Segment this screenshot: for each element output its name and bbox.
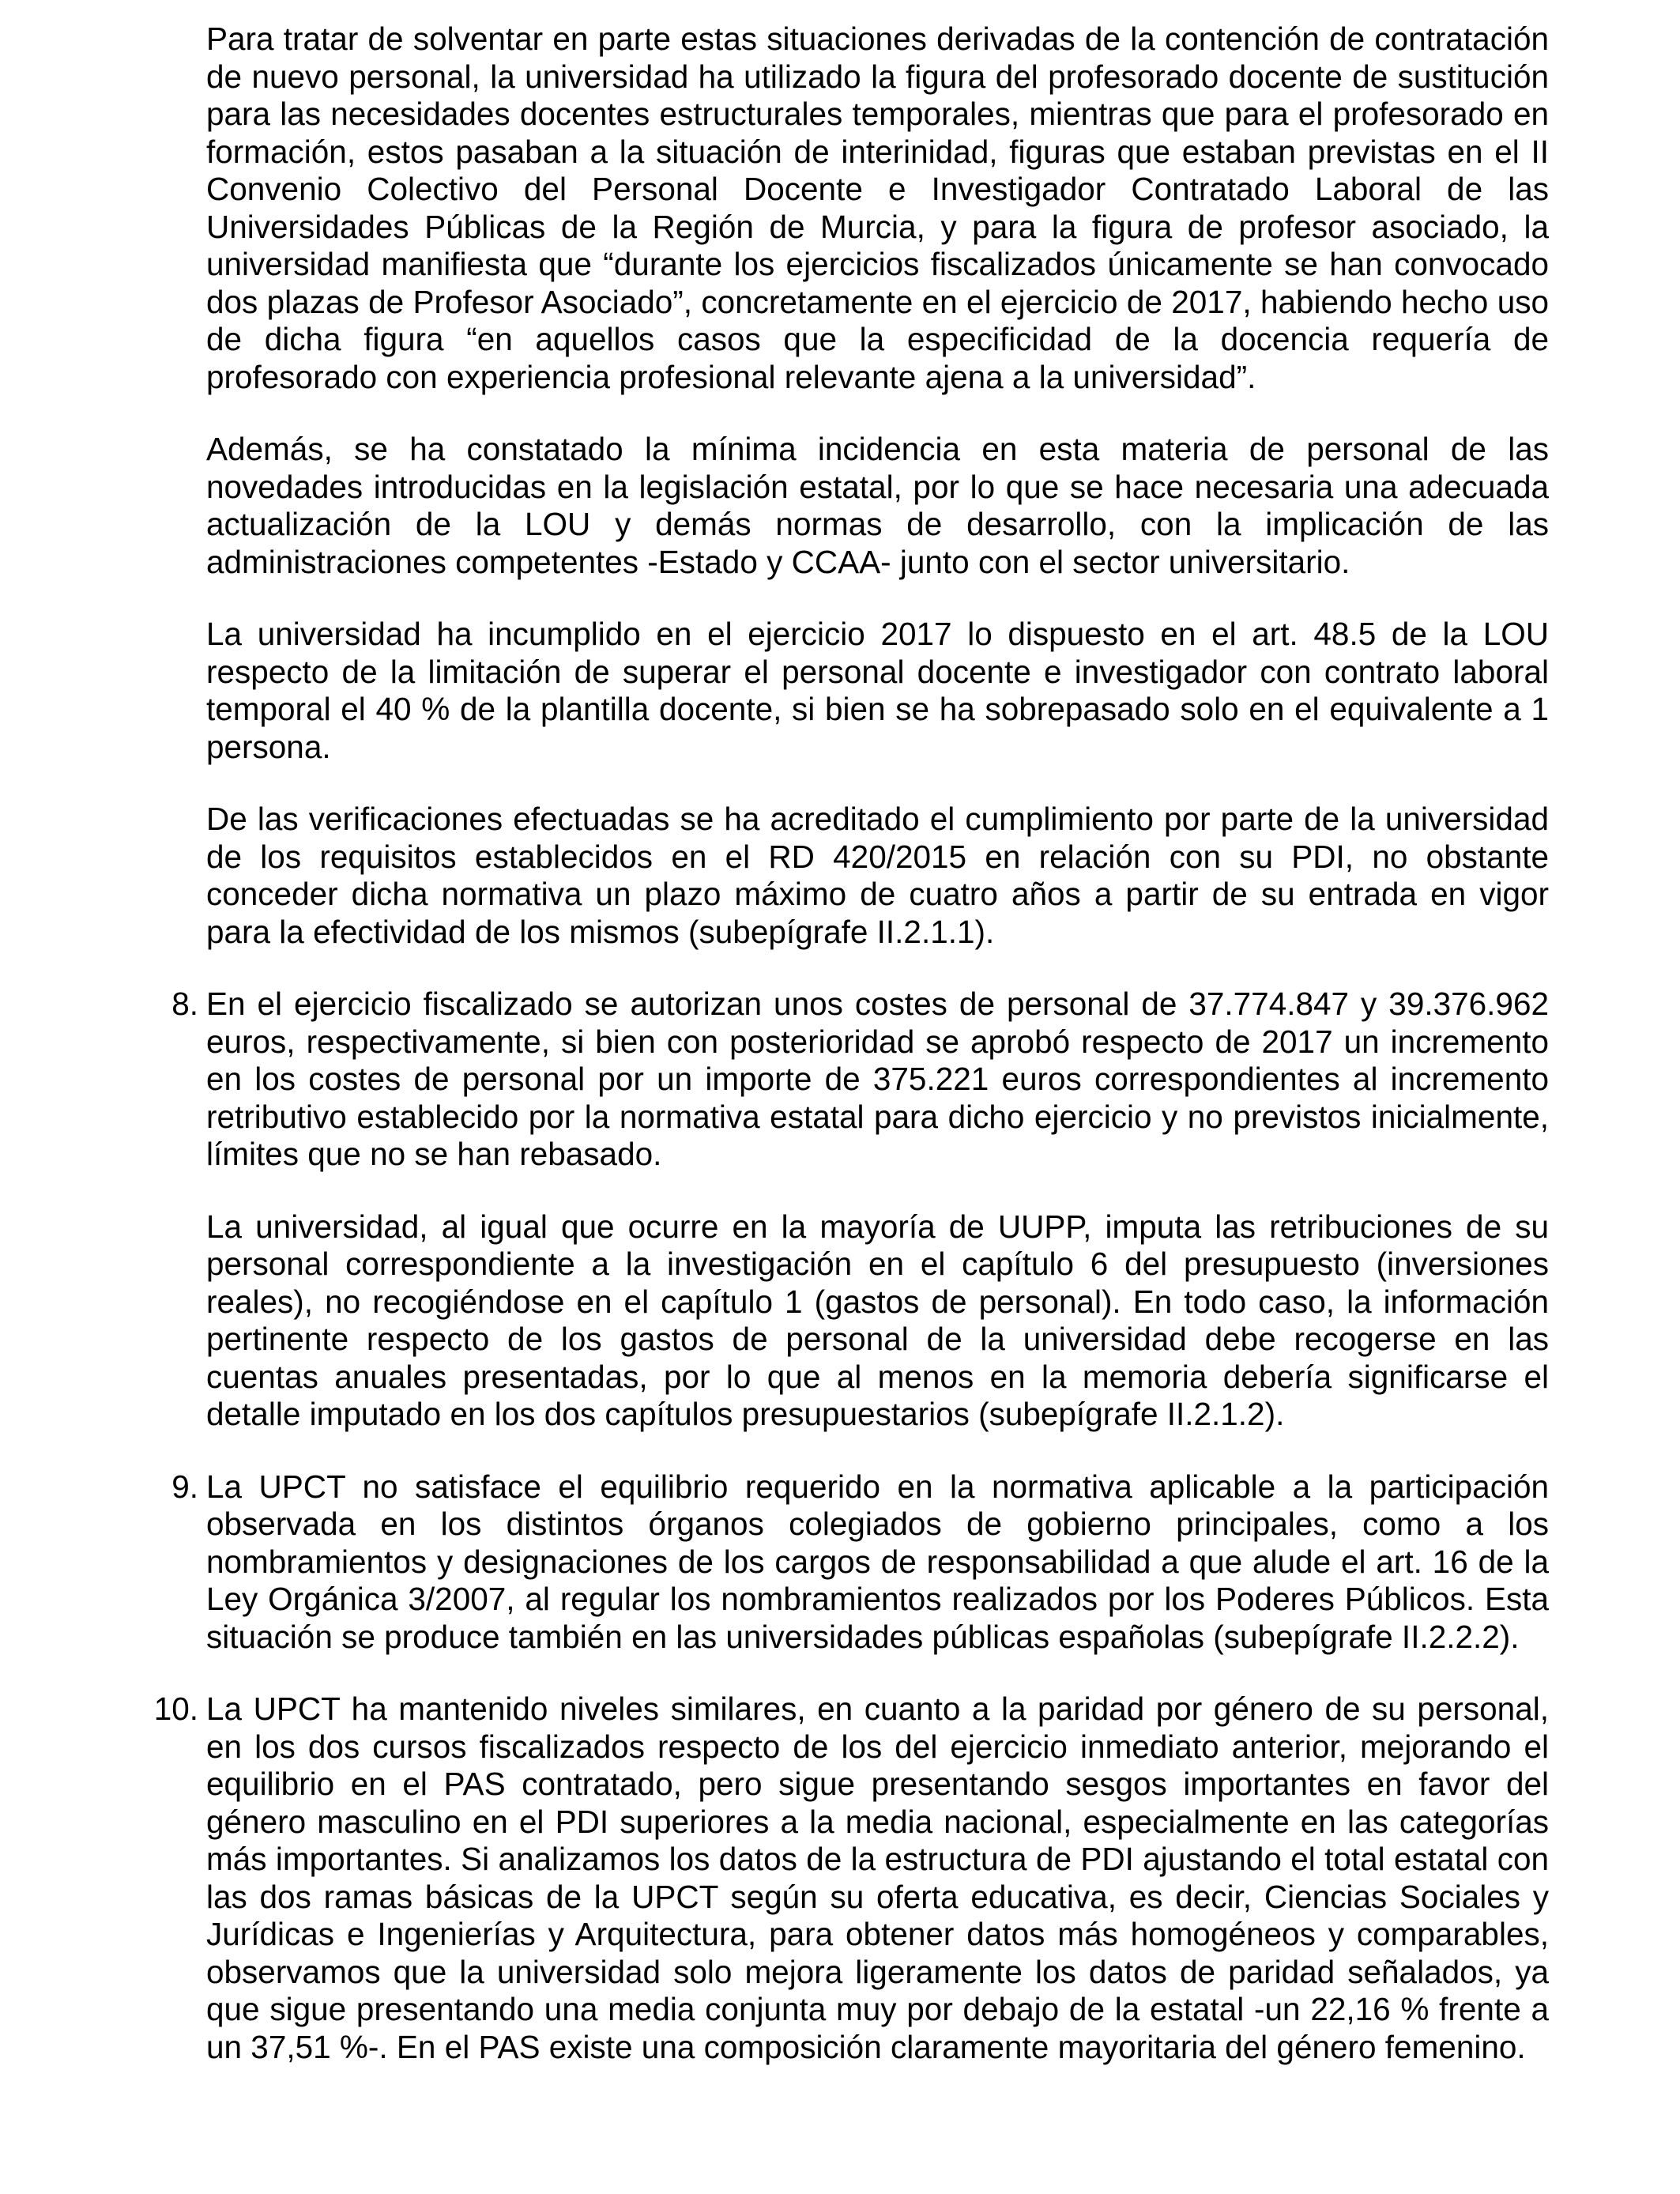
paragraph: Además, se ha constatado la mínima incidencia en esta materia de personal de las novedades introducidas en la legislación estatal, por lo que se hace necesaria una adecuada actualización de la LOU y demás normas de desarrollo, con la implicación de las administraciones competentes -Estado y CCAA- junto con el sector universitario. [206,431,1549,580]
numbered-item-10 [155,1691,1549,2066]
paragraph: De las verificaciones efectuadas se ha acreditado el cumplimiento por parte de la universidad de los requisitos establecidos en el RD 420/2015 en relación con su PDI, no obstante conceder dicha normativa un plazo máximo de cuatro años a partir de su entrada en vigor para la efectividad de los mismos (subepígrafe II.2.1.1). [206,801,1549,950]
numbered-item-8 [155,986,1549,1434]
paragraph: Para tratar de solventar en parte estas situaciones derivadas de la contención de contratación de nuevo personal, la universidad ha utilizado la figura del profesorado docente de sustitución para las necesidades docentes estructurales temporales, mientras que para el profesorado en formación, estos pasaban a la situación de interinidad, figuras que estaban previstas en el II Convenio Colectivo del Personal Docente e Investigador Contratado Laboral de las Universidades Públicas de la Región de Murcia, y para la figura de profesor asociado, la universidad manifiesta que “durante los ejercicios fiscalizados únicamente se han convocado dos plazas de Profesor Asociado”, concretamente en el ejercicio de 2017, habiendo hecho uso de dicha figura “en aquellos casos que la especificidad de la docencia requería de profesorado con experiencia profesional relevante ajena a la universidad”. [206,21,1549,395]
document-body [155,21,1549,2101]
item-paragraph: La universidad, al igual que ocurre en la mayoría de UUPP, imputa las retribuciones de su personal correspondiente a la investigación en el capítulo 6 del presupuesto (inversiones reales), no recogiéndose en el capítulo 1 (gastos de personal). En todo caso, la información pertinente respecto de los gastos de personal de la universidad debe recogerse en las cuentas anuales presentadas, por lo que al menos en la memoria debería significarse el detalle imputado en los dos capítulos presupuestarios (subepígrafe II.2.1.2). [206,1208,1549,1432]
item-number: 8. [171,986,198,1022]
item-paragraph: La UPCT ha mantenido niveles similares, en cuanto a la paridad por género de su personal, en los dos cursos fiscalizados respecto de los del ejercicio inmediato anterior, mejorando el equilibrio en el PAS contratado, pero sigue presentando sesgos importantes en favor del género masculino en el PDI superiores a la media nacional, especialmente en las categorías más importantes. Si analizamos los datos de la estructura de PDI ajustando el total estatal con las dos ramas básicas de la UPCT según su oferta educativa, es decir, Ciencias Sociales y Jurídicas e Ingenierías y Arquitectura, para obtener datos más homogéneos y comparables, observamos que la universidad solo mejora ligeramente los datos de paridad señalados, ya que sigue presentando una media conjunta muy por debajo de la estatal -un 22,16 % frente a un 37,51 %-. En el PAS existe una composición claramente mayoritaria del género femenino. [206,1691,1549,2065]
numbered-item-9 [155,1468,1549,1657]
item-paragraph: En el ejercicio fiscalizado se autorizan unos costes de personal de 37.774.847 y 39.376.962 euros, respectivamente, si bien con posterioridad se aprobó respecto de 2017 un incremento en los costes de personal por un importe de 375.221 euros correspondientes al incremento retributivo establecido por la normativa estatal para dicho ejercicio y no previstos inicialmente, límites que no se han rebasado. [206,986,1549,1172]
item-number: 9. [171,1468,198,1505]
paragraph: La universidad ha incumplido en el ejercicio 2017 lo dispuesto en el art. 48.5 de la LOU respecto de la limitación de superar el personal docente e investigador con contrato laboral temporal el 40 % de la plantilla docente, si bien se ha sobrepasado solo en el equivalente a 1 persona. [206,616,1549,765]
item-paragraph: La UPCT no satisface el equilibrio requerido en la normativa aplicable a la participación observada en los distintos órganos colegiados de gobierno principales, como a los nombramientos y designaciones de los cargos de responsabilidad a que alude el art. 16 de la Ley Orgánica 3/2007, al regular los nombramientos realizados por los Poderes Públicos. Esta situación se produce también en las universidades públicas españolas (subepígrafe II.2.2.2). [206,1468,1549,1655]
item-number: 10. [153,1691,198,1727]
